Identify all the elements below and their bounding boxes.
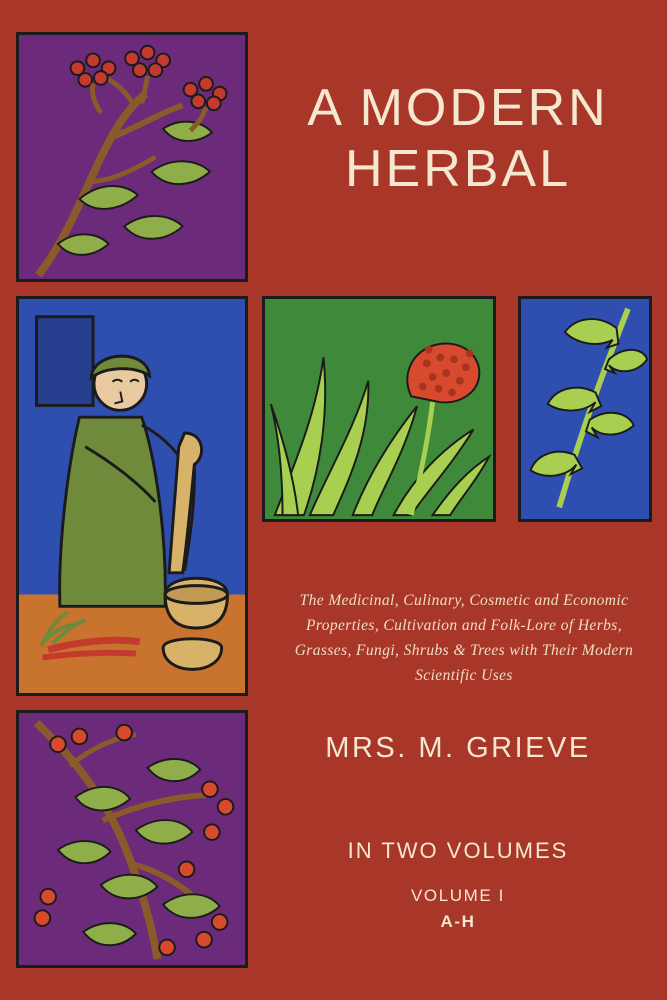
illustration-grass-with-flower bbox=[262, 296, 496, 522]
title-line-1: A MODERN bbox=[307, 79, 609, 137]
illustration-flowering-plant bbox=[16, 32, 248, 282]
page-title bbox=[262, 78, 654, 201]
illustration-berry-branch bbox=[16, 710, 248, 968]
illustration-leaf-sprig bbox=[518, 296, 652, 522]
volumes-note: IN TWO VOLUMES bbox=[347, 838, 569, 863]
volume-range: A-H bbox=[440, 912, 476, 931]
illustration-apothecary-figure bbox=[16, 296, 248, 696]
subtitle: The Medicinal, Culinary, Cosmetic and Economic Properties, Cultivation and Folk-Lore of Herbs, Grasses, Fungi, Shrubs & Trees with Their Modern Scientific Uses bbox=[294, 592, 634, 685]
author-name: MRS. M. GRIEVE bbox=[325, 732, 591, 764]
volume-number: VOLUME I bbox=[410, 886, 506, 905]
title-line-2: HERBAL bbox=[344, 140, 572, 199]
